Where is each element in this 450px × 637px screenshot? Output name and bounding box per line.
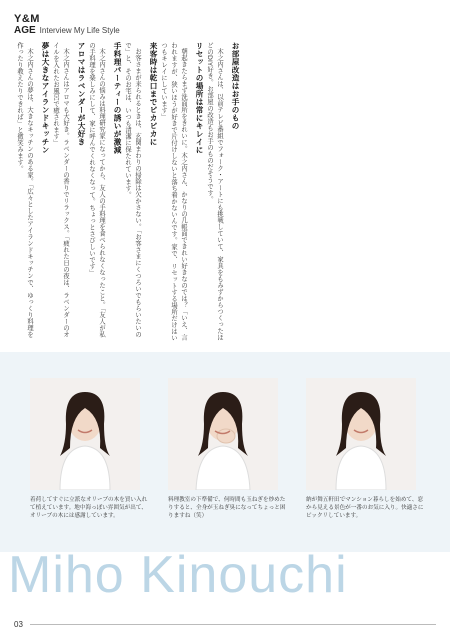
magazine-header [14, 14, 120, 37]
section-title: 手料理パーティーの誘いが激減 [113, 42, 122, 154]
portrait-photo [168, 378, 278, 490]
section-body: 朝起きたらまず洗面所をきれいに。木之内さん、かなりの几帳面できれい好きなのでは？「いえ、言われますが、狭いほうが好きで片付けしないと落ち着かないんです。家で、リセットする場所だけはいつもキレイにしています」 [160, 42, 187, 341]
page-divider [30, 624, 436, 625]
brand-top: Y&M [14, 13, 40, 25]
section-body: 木之内さんの夢は、大きなキッチンのある家。「広々としたアイランドキッチンで、ゆっくり料理を作ったり教えたりできれば」と微笑みます。 [16, 42, 33, 338]
brand-bottom-row [14, 25, 120, 37]
section-title: 来客時は乾口までピカピカに [149, 42, 158, 146]
section-title: リセットの場所は常にキレイに [195, 42, 204, 154]
photo-caption: 料理教室の下準備で、何時間も玉ねぎを炒めたりすると、全身が玉ねぎ臭になってちょっと困りますね（笑） [168, 497, 286, 519]
photo-strip [0, 352, 450, 552]
portrait-photo [306, 378, 416, 490]
article-text-area [14, 42, 436, 342]
brand-bottom: AGE [14, 25, 36, 36]
section-body: 木之内さんは、以前テレビ番組でフォーク・アートにも挑戦していて、家具をもみずからつくったほどのDIY好き。お部屋の改造もお手のものだそうです。 [206, 42, 223, 341]
section-title: お部屋改造はお手のもの [231, 42, 240, 130]
section-body: 木之内さんはアロマも大好き。ラベンダーの香りでリラックス。「疲れた日の夜は、ラベンダーのオイルを入れたお風呂で癒されます」 [52, 42, 69, 338]
section-body: 木之内さんの悩みは料理研究家になってから、友人の手料理を食べられなくなったこと。「友人が私の手料理を楽しみにして、家に呼んでくれなくなって。ちょっとさびしいです」 [88, 42, 105, 338]
portrait-photo [30, 378, 140, 490]
page-number: 03 [14, 620, 23, 629]
photo-caption: 着荷してすぐに立派なオリーブの木を買い入れて植えています。地中海っぽい雰囲気が出て、オリーブの木には感謝しています。 [30, 497, 148, 519]
article-columns [14, 42, 240, 342]
section-body: お客さまが来られるときは、玄関まわりの掃除は欠かさない。「お客さまにくつろいでもらいたいので」と、そのお宅は、いつも清潔に保たれています。 [124, 42, 141, 338]
section-title: アロマはラベンダーが大好き [77, 42, 86, 146]
section-title: 夢は大きなアイランドキッチン [41, 42, 50, 154]
header-subtitle: Interview My Life Style [39, 26, 120, 35]
photo-caption: 納が舞五軒田でマンション暮らしを始めて、窓から見える景色が一番のお気に入り。快適さにビックリしています。 [306, 497, 424, 519]
name-banner: Miho Kinouchi [8, 546, 348, 604]
